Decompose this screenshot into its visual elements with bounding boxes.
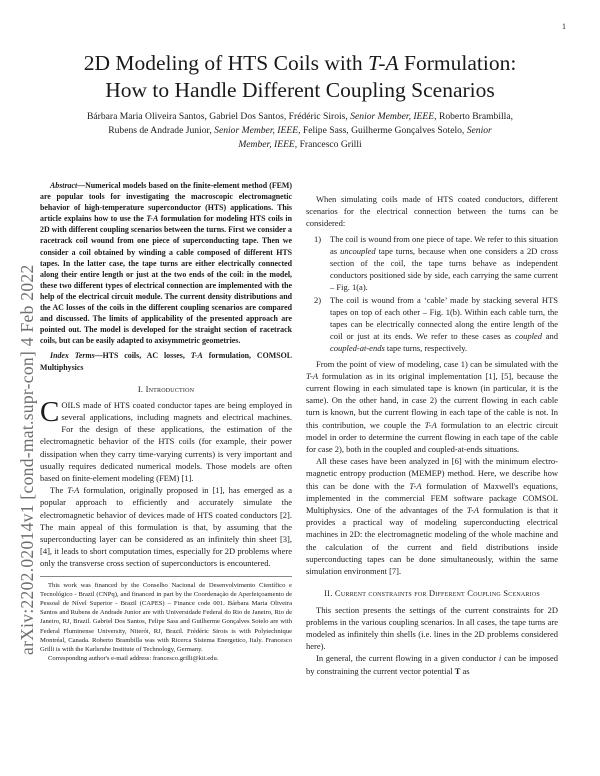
footnotes bbox=[40, 576, 292, 664]
list-item: 1) The coil is wound from one piece of tape. We refer to this situation as uncoupled tape turns, because when one considers a 2D cross section of the coil, the tape turns behave as independent conductors positioned side by side, each carrying the same current – Fig. 1(a). bbox=[314, 233, 558, 293]
scenario-list bbox=[306, 233, 558, 355]
author-list: Bárbara Maria Oliveira Santos, Gabriel Dos Santos, Frédéric Sirois, Senior Member, IEEE, Roberto Brambilla, Rubens de Andrade Junior, Senior Member, IEEE, Felipe Sass, Guilherme Gonçalves Sotelo, Senior Member, IEEE, Francesco Grilli bbox=[86, 111, 514, 150]
corresponding-author-footnote: Corresponding author's e-mail address: francesco.grilli@kit.edu. bbox=[48, 655, 219, 663]
funding-footnote: This work was financed by the Conselho Nacional de Desenvolvimento Científico e Tecnológico - Brazil (CNPq), and financed in part by the Coordenação de Aperfeiçoamento de Pessoal de Nível Superior - Brazil (CAPES) – Finance code 001. Bárbara Maria Oliveira Santos and Rubens de Andrade Junior are with Universidade Federal do Rio de Janeiro, Rio de Janeiro, RJ, Brazil. Gabriel Dos Santos, Felipe Sass and Guilherme Gonçalves Sotelo are with Federal Fluminense University, Niterói, RJ, Brazil. Frédéric Sirois is with Polytechnique Montréal, Canada. Roberto Brambilla was with Ricerca Sistema Energetico, Italy. Francesco Grilli is with the Karlsruhe Institute of Technology, Germany. bbox=[40, 581, 292, 654]
abstract: Abstract—Numerical models based on the finite-element method (FEM) are popular tools for investigating the macroscopic electromagnetic behavior of high-temperature superconductor (HTS) applications. This article explains how to use the T-A formulation for modeling HTS coils in 2D with different coupling scenarios between the turns. First we consider a racetrack coil wound from one piece of superconducting tape. Then we consider a coil obtained by winding a cable composed of different HTS tapes. In the latter case, the tape turns are either electrically connected along their entire length or just at the two ends of the coil: in the model, these two different types of electrical connection are implemented with the help of the electrical circuit module. The current density distributions and the AC losses of the coils in the different coupling scenarios are compared and discussed. The limits of applicability of the presented approach are pointed out. The model is developed for the straight section of racetrack coils, but can be easily adapted to axisymmetric geometries. bbox=[40, 181, 293, 346]
drop-cap: C bbox=[40, 395, 60, 428]
left-column bbox=[40, 180, 292, 663]
section-heading-introduction: I. Introduction bbox=[137, 383, 195, 394]
arxiv-identifier: arXiv:2202.02014v1 [cond-mat.supr-con] 4 Feb 2022 bbox=[17, 264, 37, 655]
right-column bbox=[306, 193, 558, 677]
page-number: 1 bbox=[562, 22, 566, 31]
right-paragraph-4: This section presents the settings of the current constraints for 2D problems in the various coupling scenarios. In all cases, the tape turns are modeled as infinitely thin shells (i.e. lines in the 2D problems considered here). bbox=[306, 604, 558, 652]
list-item: 2) The coil is wound from a ‘cable’ made by stacking several HTS tapes on top of each other – Fig. 1(b). Within each cable turn, the tapes can be electrically connected along the entire length of the coil or just at its ends. We refer to these cases as coupled and coupled-at-ends tape turns, respectively. bbox=[314, 294, 558, 354]
right-paragraph-1: When simulating coils made of HTS coated conductors, different scenarios for the electrical connection between the turns can be considered: bbox=[306, 194, 558, 229]
right-paragraph-3: All these cases have been analyzed in [6] with the minimum electro-magnetic entropy production (MEMEP) method. Here, we describe how this can be done with the T-A formulation of Maxwell's equations, implemented in the commercial FEM software package COMSOL Multiphysics. One of the advantages of the T-A formulation is that it provides a practical way of modeling superconducting electrical machines in 2D: the electromagnetic modeling of the whole machine and the calculation of the current and field distributions inside superconducting tapes can be done simultaneously, within the same simulation environment [7]. bbox=[306, 456, 558, 577]
index-terms: Index Terms—HTS coils, AC losses, T-A formulation, COMSOL Multiphysics bbox=[40, 351, 293, 372]
right-paragraph-5: In general, the current flowing in a given conductor i can be imposed by constraining the current vector potential T as bbox=[306, 653, 558, 676]
paper-title: 2D Modeling of HTS Coils with T-A Formulation: How to Handle Different Coupling Scenarios bbox=[83, 51, 517, 102]
intro-paragraph-1: COILS made of HTS coated conductor tapes are being employed in several applications, including magnets and electrical machines. For the design of these applications, the estimation of the electromagnetic behavior of the HTS coils (for example, their power dissipation when they carry time-varying currents) is very important and usually requires dedicated numerical models. Those models are often based on finite-element modeling (FEM) [1]. bbox=[40, 395, 292, 484]
intro-paragraph-2: The T-A formulation, originally proposed in [1], has emerged as a popular approach to efficiently and accurately simulate the electromagnetic behavior of devices made of HTS coated conductors [2]. The main appeal of this formulation is that, by assuming that the superconducting layer can be considered as an infinitely thin sheet [3], [4], it leads to short computation times, especially for 2D problems where only the transverse cross section of superconductors is encountered. bbox=[40, 485, 293, 569]
right-paragraph-2: From the point of view of modeling, case 1) can be simulated with the T-A formulation as in its original implementation [1], [5], because the current flowing in each simulated tape is known (in particular, it is the same). On the other hand, in case 2) the current flowing in each cable turn is known, but the current flowing in each tape of the cable is not. In this contribution, we couple the T-A formulation to an electric circuit model in order to determine the current flowing in each tape of the cable for case 2), both in the coupled and coupled-at-ends situations. bbox=[306, 358, 558, 455]
section-heading-current-constraints: II. Current constraints for Different Coupling Scenarios bbox=[324, 588, 540, 599]
